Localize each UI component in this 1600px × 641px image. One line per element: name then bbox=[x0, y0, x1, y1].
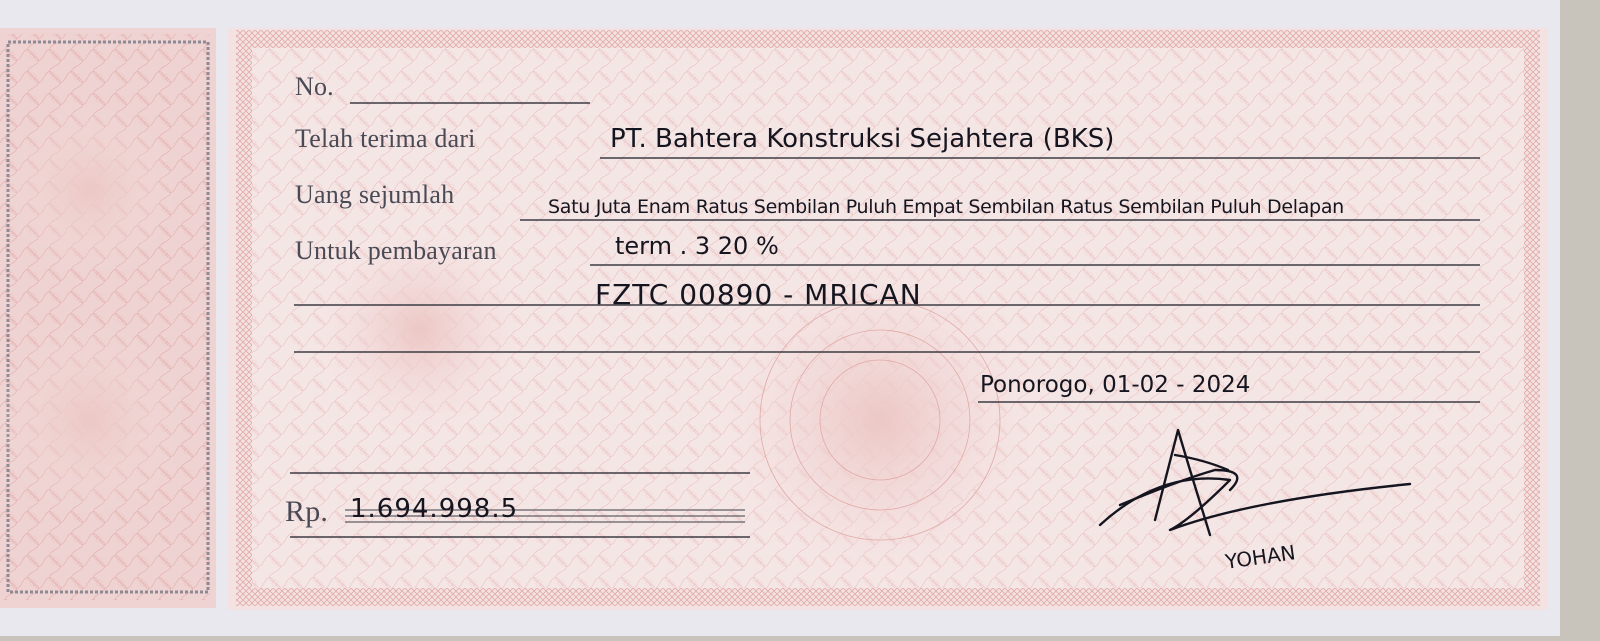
handwritten-amount-figure: 1.694.998.5 bbox=[350, 494, 519, 524]
receipt-stub bbox=[0, 28, 216, 608]
label-currency: Rp. bbox=[285, 495, 329, 528]
signer-name: YOHAN bbox=[1223, 540, 1297, 574]
handwritten-received-from: PT. Bahtera Konstruksi Sejahtera (BKS) bbox=[610, 124, 1115, 154]
label-received-from: Telah terima dari bbox=[295, 124, 476, 153]
label-no: No. bbox=[295, 72, 334, 101]
label-payment-for: Untuk pembayaran bbox=[295, 236, 497, 265]
handwritten-payment-line2: FZTC 00890 - MRICAN bbox=[595, 278, 922, 311]
handwritten-amount-words: Satu Juta Enam Ratus Sembilan Puluh Empat Sembilan Ratus Sembilan Puluh Delapan bbox=[548, 196, 1344, 218]
handwritten-place-date: Ponorogo, 01-02 - 2024 bbox=[980, 372, 1251, 398]
handwritten-payment-line1: term . 3 20 % bbox=[615, 232, 779, 260]
label-amount-words: Uang sejumlah bbox=[295, 180, 455, 209]
